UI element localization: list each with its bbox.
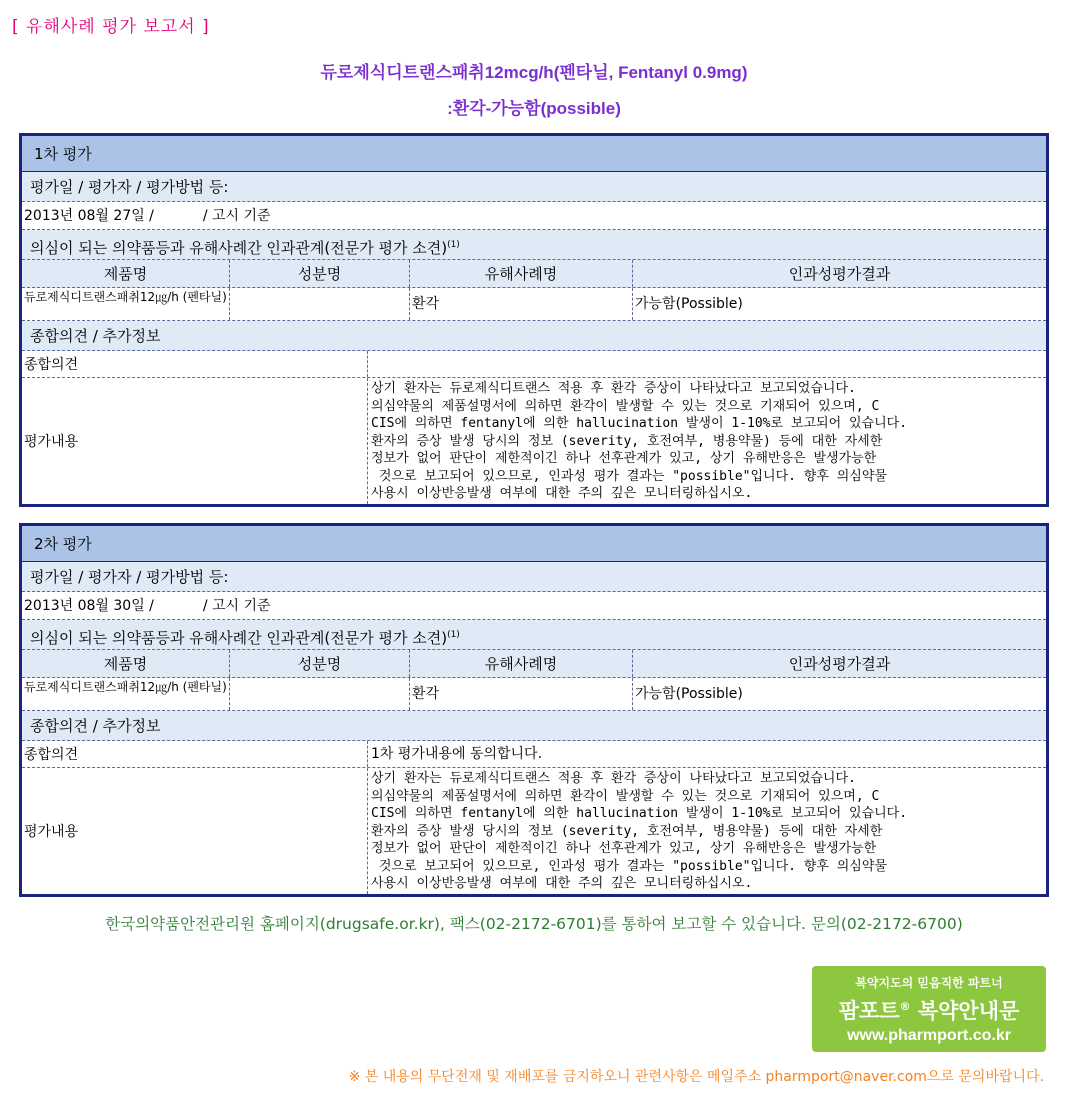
ingredient-cell	[230, 678, 410, 710]
opinion-section-label: 종합의견 / 추가정보	[22, 321, 1046, 351]
col-event-header: 유해사례명	[410, 650, 633, 677]
opinion-label: 종합의견	[22, 351, 368, 377]
content-line: CIS에 의하면 fentanyl에 의한 hallucination 발생이 1-10%로 보고되어 있습니다.	[371, 806, 908, 821]
content-line: CIS에 의하면 fentanyl에 의한 hallucination 발생이 1-10%로 보고되어 있습니다.	[371, 416, 908, 431]
drug-title: 듀로제식디트랜스패취12mcg/h(펜타닐, Fentanyl 0.9mg)	[320, 63, 748, 82]
col-ingredient-header: 성분명	[230, 650, 410, 677]
event-cell: 환각	[410, 678, 633, 710]
content-text	[368, 768, 1046, 894]
content-line: 사용시 이상반응발생 여부에 대한 주의 깊은 모니터링하십시오.	[371, 876, 753, 891]
col-ingredient-header: 성분명	[230, 260, 410, 287]
causality-title: :환각-가능함(possible)	[447, 99, 621, 118]
causality-label-text: 의심이 되는 의약품등과 유해사례간 인과관계(전문가 평가 소견)	[30, 239, 448, 257]
logo-brand-suffix: 복약안내문	[910, 999, 1020, 1023]
logo-brand-name: 팜포트	[838, 999, 900, 1023]
evaluation-date-line: 2013년 08월 30일 / / 고시 기준	[22, 592, 1046, 620]
opinion-value: 1차 평가내용에 동의합니다.	[371, 746, 543, 762]
table-header-row	[22, 650, 1046, 678]
causality-section-label	[22, 620, 1046, 650]
opinion-value	[368, 351, 1046, 377]
evaluation-date-line: 2013년 08월 27일 / / 고시 기준	[22, 202, 1046, 230]
content-text	[368, 378, 1046, 504]
table-row	[22, 678, 1046, 711]
evaluation-heading: 2차 평가	[22, 526, 1046, 562]
content-label: 평가내용	[22, 378, 368, 504]
table-row	[22, 288, 1046, 321]
content-label: 평가내용	[22, 768, 368, 894]
opinion-row	[22, 351, 1046, 378]
evaluation-2-box	[19, 523, 1049, 897]
content-line: 상기 환자는 듀로제식디트랜스 적용 후 환각 증상이 나타났다고 보고되었습니다.	[371, 771, 856, 786]
report-tag: [ 유해사례 평가 보고서 ]	[12, 17, 210, 37]
pharmport-logo[interactable]	[812, 966, 1046, 1052]
ingredient-cell	[230, 288, 410, 320]
content-line: 것으로 보고되어 있으므로, 인과성 평가 결과는 "possible"입니다. 향후 의심약물	[371, 468, 887, 484]
content-line: 사용시 이상반응발생 여부에 대한 주의 깊은 모니터링하십시오.	[371, 486, 753, 501]
content-line: 의심약물의 제품설명서에 의하면 환각이 발생할 수 있는 것으로 기재되어 있으며, C	[371, 398, 880, 414]
product-name-cell: 듀로제식디트랜스패취12㎍/h (펜타닐)	[22, 678, 230, 710]
content-line: 정보가 없어 판단이 제한적이긴 하나 선후관계가 있고, 상기 유해반응은 발생가능한	[371, 841, 877, 856]
content-line: 것으로 보고되어 있으므로, 인과성 평가 결과는 "possible"입니다. 향후 의심약물	[371, 858, 887, 874]
table-header-row	[22, 260, 1046, 288]
col-result-header: 인과성평가결과	[788, 265, 891, 283]
copyright-notice: ※ 본 내용의 무단전재 및 재배포를 금지하오니 관련사항은 메일주소 pharmport@naver.com으로 문의바랍니다.	[348, 1069, 1044, 1085]
evaluation-1-box	[19, 133, 1049, 507]
col-product-header: 제품명	[22, 650, 230, 677]
logo-tagline: 복약지도의 믿음직한 파트너	[855, 976, 1003, 990]
event-cell: 환각	[410, 288, 633, 320]
causality-section-label	[22, 230, 1046, 260]
footnote-marker: (1)	[447, 630, 460, 640]
evaluation-content-row	[22, 768, 1046, 894]
result-cell: 가능함(Possible)	[635, 296, 743, 312]
opinion-row	[22, 741, 1046, 768]
opinion-label: 종합의견	[22, 741, 368, 767]
content-line: 상기 환자는 듀로제식디트랜스 적용 후 환각 증상이 나타났다고 보고되었습니다.	[371, 381, 856, 396]
evaluation-content-row	[22, 378, 1046, 504]
content-line: 의심약물의 제품설명서에 의하면 환각이 발생할 수 있는 것으로 기재되어 있으며, C	[371, 788, 880, 804]
logo-url: www.pharmport.co.kr	[847, 1027, 1011, 1044]
opinion-section-label: 종합의견 / 추가정보	[22, 711, 1046, 741]
col-result-header: 인과성평가결과	[788, 655, 891, 673]
logo-brand	[812, 995, 1046, 1025]
report-contact-note: 한국의약품안전관리원 홈페이지(drugsafe.or.kr), 팩스(02-2172-6701)를 통하여 보고할 수 있습니다. 문의(02-2172-6700)	[105, 915, 963, 933]
footnote-marker: (1)	[447, 240, 460, 250]
col-product-header: 제품명	[22, 260, 230, 287]
causality-label-text: 의심이 되는 의약품등과 유해사례간 인과관계(전문가 평가 소견)	[30, 629, 448, 647]
content-line: 환자의 증상 발생 당시의 정보 (severity, 호전여부, 병용약물) 등에 대한 자세한	[371, 823, 883, 839]
product-name-cell: 듀로제식디트랜스패취12㎍/h (펜타닐)	[22, 288, 230, 320]
content-line: 환자의 증상 발생 당시의 정보 (severity, 호전여부, 병용약물) 등에 대한 자세한	[371, 433, 883, 449]
date-section-label: 평가일 / 평가자 / 평가방법 등:	[22, 172, 1046, 202]
result-cell: 가능함(Possible)	[635, 686, 743, 702]
evaluation-heading: 1차 평가	[22, 136, 1046, 172]
date-section-label: 평가일 / 평가자 / 평가방법 등:	[22, 562, 1046, 592]
registered-mark: ®	[899, 1000, 911, 1013]
col-event-header: 유해사례명	[410, 260, 633, 287]
content-line: 정보가 없어 판단이 제한적이긴 하나 선후관계가 있고, 상기 유해반응은 발생가능한	[371, 451, 877, 466]
